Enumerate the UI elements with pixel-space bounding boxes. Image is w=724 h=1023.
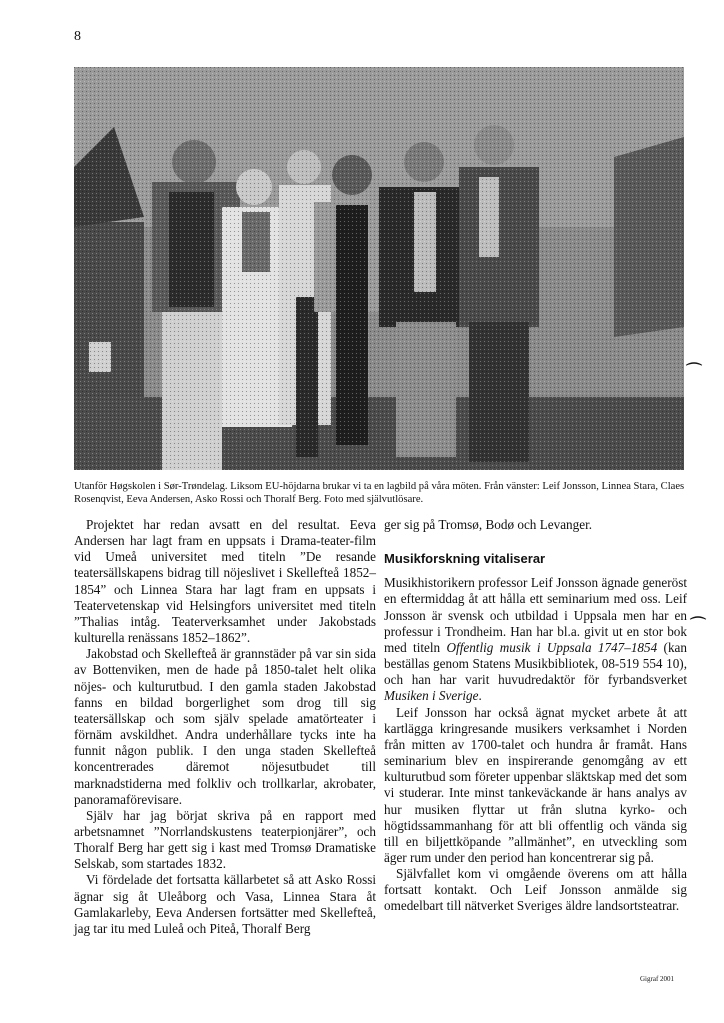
right-column (384, 517, 687, 915)
left-column (74, 517, 376, 937)
paragraph: Själv har jag börjat skriva på en rapport med arbetsnamnet ”Norrlandskustens teaterpionjärer”, och Thoralf Berg har gett sig i kast med Tromsø Dramatiske Selskab, som startades 1832. (74, 807, 376, 872)
group-photo-icon (74, 67, 684, 470)
paragraph-continuation: ger sig på Tromsø, Bodø och Levanger. (384, 517, 593, 532)
paragraph: Leif Jonsson har också ägnat mycket arbete åt att kartlägga kringresande musikers verksamhet i Norden från mitten av 1700-talet och hundra år framåt. Hans seminarium blev en inspirerande genomgång av ett kulturutbud som företer uppenbar släktskap med det som vi studerar. Inte minst tankeväckande är hans analys av hur musiken flyttar ut från slutna kyrko- och högtidssammanhang för att bli offentlig och vända sig till en biljettköpande ”allmänhet”, en utveckling som äger rum under den period han koncentrerar sig på. (384, 704, 687, 865)
book-title: Offentlig musik i Uppsala 1747–1854 (446, 639, 658, 655)
scan-mark-icon: ⌒ (690, 617, 707, 634)
section-heading: Musikforskning vitaliserar (384, 551, 546, 567)
paragraph (384, 575, 687, 704)
photo-caption: Utanför Høgskolen i Sør-Trøndelag. Liksom EU-höjdarna brukar vi ta en lagbild på våra möten. Från vänster: Leif Jonsson, Linnea Stara, Claes Rosenqvist, Eeva Andersen, Asko Rossi och Thoralf Berg. Foto med självutlösare. (74, 481, 685, 505)
page-number: 8 (74, 29, 81, 44)
paragraph: Självfallet kom vi omgående överens om att hålla fortsatt kontakt. Och Leif Jonsson anmälde sig omedelbart till nätverket Sveriges äldre landsortsteatrar. (384, 866, 687, 914)
group-photo (74, 67, 684, 470)
paragraph: Vi fördelade det fortsatta källarbetet så att Asko Rossi ägnar sig åt Uleåborg och Vasa, Linnea Stara åt Gamlakarleby, Eeva Andersen fortsätter med Skellefteå, jag tar itu med Luleå och Piteå, Thoralf Berg (74, 872, 376, 936)
paragraph: Projektet har redan avsatt en del resultat. Eeva Andersen har lagt fram en uppsats i Drama-teater-film vid Umeå universitet med titeln ”De resande teatersällskapens bidrag till nöjeslivet i Skellefteå 1852–1854” och Linnea Stara har lagt fram en uppsats i Teatervetenskap vid Helsingfors universitet med titeln ”Thalias intåg. Teaterverksamhet under Jakobstads kulturella renässans 1852–1862”. (74, 517, 376, 646)
footer-credit: Gigraf 2001 (640, 975, 675, 983)
text-run: Musikhistorikern professor Leif Jonsson ägnade generöst en eftermiddag åt att hålla ett seminarium med oss. Leif Jonsson är svensk och utbildad i Uppsala men har en professur i Trondheim. Han har bl.a. givit ut en stor bok med titeln (384, 575, 687, 655)
scan-mark-icon: ⌒ (686, 363, 703, 380)
text-run: . (478, 688, 482, 704)
paragraph: Jakobstad och Skellefteå är grannstäder på var sin sida av Bottenviken, men de hade på 1850-talet helt olika nöjes- och kulturutbud. I den gamla staden Jakobstad fanns en bildad borgerlighet som drog till sig teatersällskap och som själv spelade amatörteater i förnäm avskildhet. Andra underhållare tycks inte ha funnit någon publik. I den unga staden Skellefteå koncentrerades däremot nöjesutbudet till marknadstiderna med folkliv och trollkarlar, akrobater, panoramaförevisare. (74, 646, 376, 807)
book-title: Musiken i Sverige (384, 688, 479, 704)
text-run: (kan beställas genom Statens Musikbibliotek, 08-519 554 10), och han har varit huvudredaktör för fyrbandsverket (384, 639, 687, 688)
